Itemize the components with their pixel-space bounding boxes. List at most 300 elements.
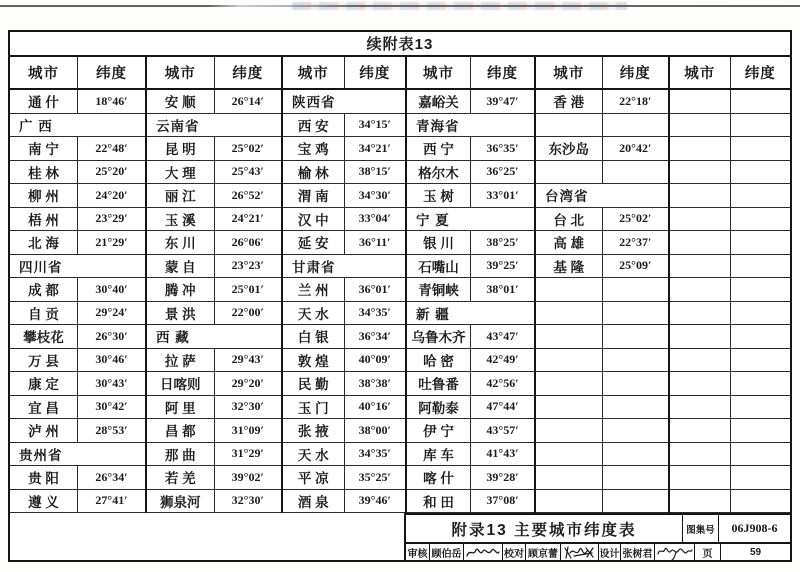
province-row (407, 302, 534, 326)
latitude-value-cell: 27°41′ (77, 490, 145, 513)
city-name-cell: 天 水 (297, 447, 329, 463)
city-name-cell: 格尔木 (418, 165, 459, 181)
city-row (147, 255, 281, 279)
empty-row (670, 396, 790, 420)
latitude-value-cell: 37°08′ (470, 490, 534, 513)
latitude-value-cell: 28°53′ (77, 419, 145, 442)
latitude-value-cell (602, 325, 669, 348)
city-name-cell: 库 车 (423, 447, 454, 463)
city-name-cell (536, 114, 602, 137)
column-header-latitude: 纬度 (730, 57, 791, 88)
empty-row (670, 349, 790, 373)
city-row (10, 349, 145, 373)
column-header-row (536, 57, 668, 90)
column-group (407, 57, 536, 513)
city-row (283, 419, 405, 443)
city-name-cell: 丽 江 (164, 189, 196, 205)
empty-row (536, 466, 668, 490)
sheet-frame (8, 30, 792, 562)
column-header-row (407, 57, 534, 90)
city-row (10, 137, 145, 161)
empty-row (670, 255, 790, 279)
city-name-cell (670, 231, 730, 254)
latitude-value-cell: 30°43′ (77, 372, 145, 395)
latitude-value-cell: 36°34′ (344, 325, 406, 348)
city-name-cell: 延 安 (297, 236, 329, 252)
province-row (283, 90, 405, 114)
city-row (283, 114, 405, 138)
empty-row (536, 161, 668, 185)
latitude-value-cell: 30°42′ (77, 396, 145, 419)
city-name-cell: 万 县 (28, 353, 59, 369)
city-name-cell (670, 255, 730, 278)
empty-row (670, 278, 790, 302)
latitude-value-cell: 24°20′ (77, 184, 145, 207)
city-name-cell: 遵 义 (28, 494, 59, 510)
city-row (407, 443, 534, 467)
city-name-cell: 柳 州 (28, 189, 59, 205)
city-name-cell: 敦 煌 (297, 353, 329, 369)
city-name-cell: 成 都 (28, 283, 59, 299)
city-name-cell: 攀枝花 (23, 330, 64, 346)
latitude-value-cell: 38°00′ (344, 419, 406, 442)
province-name: 云南省 (156, 118, 200, 134)
empty-row (670, 184, 790, 208)
city-name-cell: 若 羌 (164, 471, 196, 487)
empty-row (536, 278, 668, 302)
latitude-value-cell: 47°44′ (470, 396, 534, 419)
city-name-cell: 大 理 (164, 165, 196, 181)
latitude-value-cell: 40°09′ (344, 349, 406, 372)
latitude-value-cell: 39°46′ (344, 490, 406, 513)
city-name-cell (670, 184, 730, 207)
city-name-cell: 桂 林 (28, 165, 59, 181)
city-row (407, 90, 534, 114)
latitude-value-cell (602, 278, 669, 301)
city-row (147, 490, 281, 514)
latitude-value-cell: 42°56′ (470, 372, 534, 395)
city-row (10, 372, 145, 396)
city-row (147, 302, 281, 326)
latitude-value-cell: 30°46′ (77, 349, 145, 372)
city-name-cell: 嘉峪关 (418, 95, 459, 111)
city-row (283, 396, 405, 420)
city-row (283, 231, 405, 255)
latitude-value-cell (602, 372, 669, 395)
title-block (404, 513, 790, 560)
city-name-cell: 泸 州 (28, 424, 59, 440)
city-name-cell: 酒 泉 (297, 494, 329, 510)
city-row (283, 349, 405, 373)
column-group (147, 57, 283, 513)
city-name-cell: 西 安 (297, 118, 329, 134)
city-name-cell: 东 川 (164, 236, 196, 252)
city-row (10, 184, 145, 208)
city-row (536, 137, 668, 161)
city-row (10, 302, 145, 326)
latitude-value-cell (730, 161, 791, 184)
latitude-value-cell (730, 278, 791, 301)
province-name: 四川省 (19, 259, 63, 275)
city-name-cell (670, 278, 730, 301)
column-group (10, 57, 147, 513)
city-name-cell: 阿勒泰 (418, 400, 459, 416)
city-name-cell (536, 161, 602, 184)
empty-row (670, 443, 790, 467)
city-row (407, 396, 534, 420)
atlas-number-value: 06J908-6 (718, 515, 790, 542)
column-header-row (670, 57, 790, 90)
latitude-value-cell: 36°11′ (344, 231, 406, 254)
city-row (283, 161, 405, 185)
city-row (407, 255, 534, 279)
city-row (147, 208, 281, 232)
title-block-row-main (406, 515, 790, 544)
province-row (407, 208, 534, 232)
empty-row (670, 490, 790, 514)
latitude-value-cell (602, 396, 669, 419)
city-name-cell: 昆 明 (164, 142, 196, 158)
city-name-cell: 拉 萨 (164, 353, 196, 369)
province-name: 陕西省 (292, 95, 336, 111)
appendix-title: 附录13 主要城市纬度表 (451, 521, 637, 539)
latitude-value-cell: 18°46′ (77, 90, 145, 113)
city-row (283, 278, 405, 302)
latitude-value-cell: 40°16′ (344, 396, 406, 419)
city-name-cell: 喀 什 (423, 471, 454, 487)
title-block-row-signatures (406, 544, 790, 560)
city-row (147, 161, 281, 185)
city-name-cell (670, 443, 730, 466)
city-name-cell: 西 宁 (423, 142, 454, 158)
column-header-latitude: 纬度 (344, 57, 406, 88)
latitude-value-cell: 36°25′ (470, 161, 534, 184)
city-name-cell (670, 137, 730, 160)
city-name-cell: 和 田 (423, 494, 454, 510)
proofreader-label: 校对 (502, 544, 525, 560)
city-row (407, 372, 534, 396)
latitude-value-cell: 39°47′ (470, 90, 534, 113)
reviewer-signature (463, 544, 502, 560)
column-header-row (283, 57, 405, 90)
province-name: 贵州省 (19, 447, 63, 463)
city-name-cell: 汉 中 (297, 212, 329, 228)
city-row (283, 443, 405, 467)
city-row (147, 231, 281, 255)
city-name-cell (536, 302, 602, 325)
column-header-row (147, 57, 281, 90)
province-row (10, 114, 145, 138)
continuation-title: 续附表13 (10, 32, 790, 57)
latitude-value-cell: 26°52′ (214, 184, 282, 207)
city-name-cell: 基 隆 (553, 259, 585, 275)
city-row (10, 231, 145, 255)
city-row (283, 302, 405, 326)
province-row (407, 114, 534, 138)
latitude-value-cell (730, 443, 791, 466)
latitude-value-cell: 25°43′ (214, 161, 282, 184)
latitude-value-cell: 32°30′ (214, 490, 282, 513)
province-row (10, 443, 145, 467)
city-name-cell: 景 洪 (164, 306, 196, 322)
city-row (407, 161, 534, 185)
latitude-value-cell: 31°29′ (214, 443, 282, 466)
empty-row (670, 419, 790, 443)
latitude-value-cell (602, 349, 669, 372)
city-name-cell: 兰 州 (297, 283, 329, 299)
city-name-cell: 日喀则 (160, 377, 201, 393)
city-name-cell: 那 曲 (164, 447, 196, 463)
latitude-value-cell: 21°29′ (77, 231, 145, 254)
latitude-value-cell: 23°23′ (214, 255, 282, 278)
latitude-value-cell: 38°01′ (470, 278, 534, 301)
city-row (407, 490, 534, 514)
city-row (407, 184, 534, 208)
province-name: 青海省 (416, 118, 460, 134)
column-header-latitude: 纬度 (470, 57, 534, 88)
province-name: 甘肃省 (292, 259, 336, 275)
city-name-cell (670, 419, 730, 442)
province-row (283, 255, 405, 279)
empty-row (670, 90, 790, 114)
city-name-cell: 青铜峡 (418, 283, 459, 299)
latitude-value-cell: 38°25′ (470, 231, 534, 254)
column-header-city: 城市 (553, 66, 585, 82)
latitude-value-cell (730, 184, 791, 207)
latitude-value-cell: 22°18′ (602, 90, 669, 113)
city-name-cell: 梧 州 (28, 212, 59, 228)
page-number: 59 (720, 544, 790, 560)
reviewer-name: 顾伯岳 (429, 544, 463, 560)
city-name-cell (536, 490, 602, 513)
latitude-value-cell: 31°09′ (214, 419, 282, 442)
column-header-city: 城市 (164, 66, 196, 82)
city-name-cell (670, 490, 730, 513)
latitude-value-cell (730, 90, 791, 113)
atlas-number-label: 图集号 (682, 515, 718, 542)
latitude-value-cell: 26°30′ (77, 325, 145, 348)
latitude-value-cell: 25°20′ (77, 161, 145, 184)
latitude-value-cell (730, 302, 791, 325)
city-row (10, 490, 145, 514)
latitude-value-cell: 29°43′ (214, 349, 282, 372)
latitude-value-cell (730, 490, 791, 513)
latitude-value-cell (730, 372, 791, 395)
latitude-value-cell: 24°21′ (214, 208, 282, 231)
city-name-cell: 腾 冲 (164, 283, 196, 299)
column-header-latitude: 纬度 (214, 57, 282, 88)
city-name-cell: 蒙 自 (164, 259, 196, 275)
province-name: 宁 夏 (416, 212, 450, 228)
latitude-value-cell (602, 490, 669, 513)
latitude-value-cell (730, 349, 791, 372)
latitude-value-cell: 34°21′ (344, 137, 406, 160)
latitude-value-cell (730, 208, 791, 231)
city-row (147, 466, 281, 490)
empty-row (536, 419, 668, 443)
city-row (536, 208, 668, 232)
province-name: 新 疆 (416, 306, 450, 322)
latitude-value-cell: 34°35′ (344, 302, 406, 325)
latitude-value-cell: 30°40′ (77, 278, 145, 301)
proofreader-signature (560, 544, 598, 560)
empty-row (536, 372, 668, 396)
city-name-cell: 贵 阳 (28, 471, 59, 487)
city-name-cell: 玉 树 (423, 189, 454, 205)
city-row (147, 372, 281, 396)
empty-row (670, 372, 790, 396)
city-name-cell (536, 325, 602, 348)
city-row (147, 184, 281, 208)
city-row (10, 278, 145, 302)
city-name-cell: 昌 都 (164, 424, 196, 440)
city-row (536, 231, 668, 255)
latitude-value-cell: 32°30′ (214, 396, 282, 419)
latitude-value-cell (730, 419, 791, 442)
empty-row (536, 490, 668, 514)
latitude-value-cell (730, 466, 791, 489)
latitude-value-cell: 34°35′ (344, 443, 406, 466)
city-name-cell (536, 372, 602, 395)
city-row (10, 208, 145, 232)
latitude-value-cell: 34°15′ (344, 114, 406, 137)
empty-row (670, 161, 790, 185)
latitude-value-cell: 36°35′ (470, 137, 534, 160)
city-row (407, 278, 534, 302)
city-row (283, 490, 405, 514)
city-name-cell (536, 419, 602, 442)
column-group (670, 57, 790, 513)
city-name-cell: 玉 溪 (164, 212, 196, 228)
city-name-cell: 阿 里 (164, 400, 196, 416)
city-name-cell: 宝 鸡 (297, 142, 329, 158)
city-name-cell: 渭 南 (297, 189, 329, 205)
city-name-cell (536, 349, 602, 372)
city-row (10, 325, 145, 349)
city-name-cell (536, 443, 602, 466)
city-name-cell (670, 349, 730, 372)
latitude-value-cell (730, 137, 791, 160)
city-row (10, 161, 145, 185)
empty-row (536, 443, 668, 467)
column-header-latitude: 纬度 (77, 57, 145, 88)
city-name-cell: 天 水 (297, 306, 329, 322)
city-row (10, 396, 145, 420)
province-name: 广 西 (19, 118, 53, 134)
column-group (536, 57, 670, 513)
city-row (147, 396, 281, 420)
column-header-row (10, 57, 145, 90)
city-name-cell (670, 325, 730, 348)
province-name: 西 藏 (156, 330, 190, 346)
city-name-cell (670, 396, 730, 419)
city-name-cell: 伊 宁 (423, 424, 454, 440)
page-label: 页 (694, 544, 720, 560)
empty-row (670, 137, 790, 161)
city-name-cell (670, 302, 730, 325)
city-row (147, 443, 281, 467)
city-name-cell: 民 勤 (297, 377, 329, 393)
city-name-cell: 玉 门 (297, 400, 329, 416)
column-header-city: 城市 (297, 66, 329, 82)
latitude-value-cell: 43°57′ (470, 419, 534, 442)
latitude-value-cell (730, 114, 791, 137)
city-row (147, 349, 281, 373)
city-name-cell (670, 161, 730, 184)
city-name-cell: 北 海 (28, 236, 59, 252)
empty-row (670, 302, 790, 326)
empty-row (536, 302, 668, 326)
city-name-cell: 自 贡 (28, 306, 59, 322)
city-name-cell (670, 466, 730, 489)
city-row (147, 419, 281, 443)
city-row (147, 278, 281, 302)
city-row (147, 137, 281, 161)
latitude-value-cell: 38°15′ (344, 161, 406, 184)
city-name-cell (670, 90, 730, 113)
province-row (536, 184, 668, 208)
city-row (283, 325, 405, 349)
city-name-cell: 哈 密 (423, 353, 454, 369)
city-name-cell: 宜 昌 (28, 400, 59, 416)
city-row (283, 372, 405, 396)
city-name-cell: 康 定 (28, 377, 59, 393)
column-header-city: 城市 (684, 66, 716, 82)
city-row (536, 255, 668, 279)
proofreader-name: 顾京蕾 (525, 544, 560, 560)
latitude-value-cell: 43°47′ (470, 325, 534, 348)
city-row (283, 466, 405, 490)
latitude-value-cell: 33°01′ (470, 184, 534, 207)
city-name-cell (670, 372, 730, 395)
latitude-value-cell (730, 231, 791, 254)
latitude-value-cell: 22°37′ (602, 231, 669, 254)
latitude-value-cell: 39°25′ (470, 255, 534, 278)
city-name-cell: 南 宁 (28, 142, 59, 158)
city-name-cell: 乌鲁木齐 (411, 330, 466, 346)
city-name-cell (536, 396, 602, 419)
latitude-value-cell: 22°48′ (77, 137, 145, 160)
latitude-value-cell: 25°01′ (214, 278, 282, 301)
city-name-cell: 张 掖 (297, 424, 329, 440)
city-row (407, 137, 534, 161)
latitude-value-cell: 22°00′ (214, 302, 282, 325)
latitude-value-cell: 42°49′ (470, 349, 534, 372)
city-row (283, 208, 405, 232)
province-row (10, 255, 145, 279)
latitude-value-cell: 26°14′ (214, 90, 282, 113)
city-row (10, 419, 145, 443)
empty-row (536, 349, 668, 373)
city-name-cell: 吐鲁番 (418, 377, 459, 393)
province-row (147, 114, 281, 138)
city-name-cell (670, 208, 730, 231)
empty-row (670, 325, 790, 349)
city-row (10, 466, 145, 490)
latitude-value-cell: 39°28′ (470, 466, 534, 489)
column-header-latitude: 纬度 (602, 57, 669, 88)
latitude-value-cell: 36°01′ (344, 278, 406, 301)
latitude-value-cell (602, 302, 669, 325)
city-name-cell (670, 114, 730, 137)
latitude-value-cell: 26°06′ (214, 231, 282, 254)
latitude-value-cell: 35°25′ (344, 466, 406, 489)
city-name-cell: 平 凉 (297, 471, 329, 487)
city-row (407, 231, 534, 255)
latitude-value-cell: 25°02′ (214, 137, 282, 160)
city-name-cell: 狮泉河 (160, 494, 201, 510)
city-name-cell (536, 278, 602, 301)
